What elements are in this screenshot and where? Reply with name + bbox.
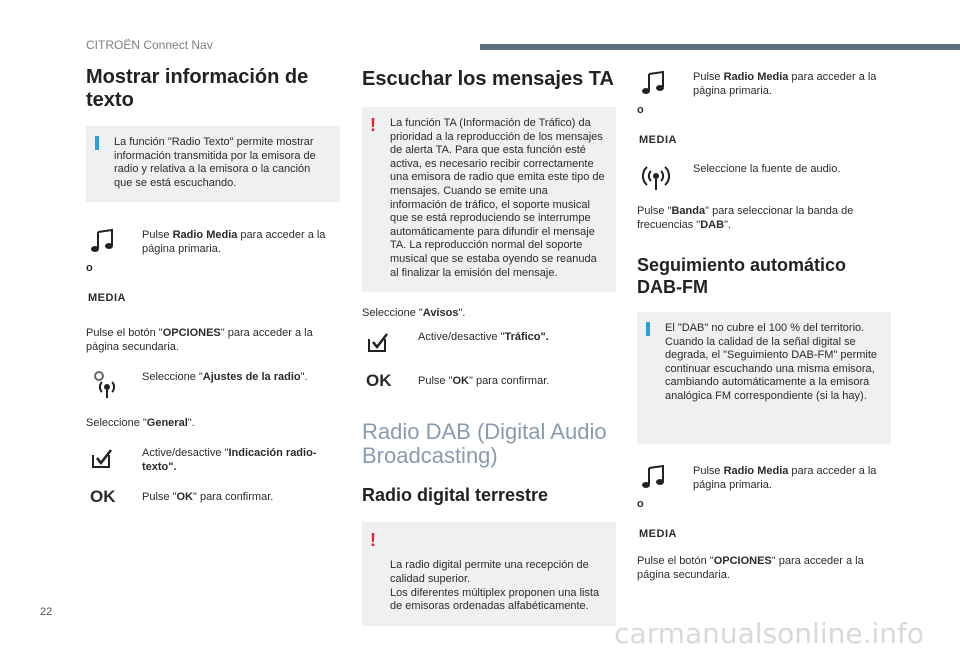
step-select-source [637,162,891,192]
step-text-bold: OK [176,491,193,503]
music-note-icon [641,464,667,494]
step-toggle-traffic [362,330,616,360]
paragraph-avisos [362,306,616,320]
step-radio-media [637,70,891,100]
paragraph-general [86,416,340,430]
text: " para acceder a la página secundaria. [86,327,313,353]
text: " para seleccionar la banda de frecuencias " [637,205,854,231]
media-button-label: MEDIA [88,292,126,304]
note-text: La radio digital permite una recepción de calidad superior. Los diferentes múltiplex proponen una lista de emisoras ordenadas alfabéticamente. [390,559,600,613]
step-text: para acceder a la página primaria. [142,229,326,255]
text: Seleccione " [86,417,147,429]
step-text-bold: Tráfico". [504,331,549,344]
paragraph-options [86,326,340,354]
text: ". [458,307,466,320]
step-text: Seleccione " [142,371,203,383]
text-bold: DAB [700,219,725,231]
info-note [637,312,891,444]
text: ". [187,417,195,429]
or-label: o [637,498,644,510]
text: Pulse el botón " [637,555,714,567]
checkbox-icon [90,446,114,474]
section-title-ta: Escuchar los mensajes TA [362,68,614,90]
step-text: para acceder a la página primaria. [693,465,877,491]
text-bold: OPCIONES [713,555,772,567]
radio-settings-icon [90,370,120,404]
paragraph-options [637,554,891,582]
checkbox-icon [366,330,390,358]
text: Pulse el botón " [86,327,163,339]
step-text: Pulse [693,465,724,477]
step-text: Active/desactive " [142,447,229,459]
note-text: La función TA (Información de Tráfico) da prioridad a la reproducción de los mensajes de alerta TA. Para que esta función esté activa, es necesario recibir correctamente una emisora de radio que emita este tipo de mensajes. Cuando se emite una información de tráfico, el soporte musical que se está reproduciendo se interrumpe automáticamente para difundir el mensaje TA. La reproducción normal del soporte musical que se estaba oyendo se reanuda al finalizar la emisión del mensaje. [390,117,605,279]
step-ok [362,371,616,404]
note-text: La función "Radio Texto" permite mostrar información transmitida por la emisora de radio y relativa a la emisora o la canción que se está escuchando. [114,136,316,189]
step-text: Pulse " [418,375,453,388]
ok-button-label: OK [366,371,392,391]
text: " para acceder a la página secundaria. [637,555,864,581]
ok-button-label: OK [90,487,116,506]
or-label: o [86,262,93,274]
step-text: para acceder a la página primaria. [693,71,877,97]
section-title-text-info: Mostrar información de texto [86,66,309,111]
warning-icon: ! [370,115,376,135]
or-label: o [637,104,644,116]
text-bold: Banda [671,205,706,217]
step-text: " para confirmar. [192,491,274,503]
section-title-dab: Radio DAB (Digital Audio Broadcasting) [362,419,607,469]
warning-note [362,522,616,626]
text-bold: General [146,417,188,429]
note-text: El "DAB" no cubre el 100 % del territorio. Cuando la calidad de la señal digital se degrada, el "Seguimiento DAB-FM" permite continuar escuchando una misma emisora, cambiando automáticamente a la emisora analógica FM correspondiente (si la hay). [665,322,878,402]
warning-note [362,107,616,292]
step-text: ". [300,371,308,383]
section-title-dab-fm: Seguimiento automático DAB-FM [637,255,847,297]
page-number: 22 [40,606,53,618]
column-1 [86,66,340,520]
column-2 [362,66,616,626]
header-bar [480,44,960,50]
text-bold: Avisos [422,307,459,320]
info-note [86,126,340,202]
music-note-icon [90,228,116,258]
step-radio-media [86,228,340,258]
warning-icon: ! [370,530,376,551]
watermark: carmanualsonline.info [614,617,924,650]
media-button-label: MEDIA [639,528,677,540]
step-text-bold: Radio Media [723,465,789,477]
text: Seleccione " [362,307,423,320]
text: ". [724,219,732,231]
step-radio-settings [86,370,340,400]
step-text: Pulse [142,229,173,241]
step-text: Seleccione la fuente de audio. [693,163,841,175]
media-button-label: MEDIA [639,134,677,146]
info-icon [646,322,650,336]
text-bold: OPCIONES [162,327,221,339]
step-text: Pulse " [142,491,177,503]
step-text: Active/desactive " [418,331,505,344]
step-toggle-radiotext [86,446,340,476]
step-text: " para confirmar. [468,375,550,388]
step-radio-media [637,464,891,494]
step-ok [86,487,340,520]
music-note-icon [641,70,667,100]
step-text-bold: Radio Media [172,229,238,241]
subsection-title-digital: Radio digital terrestre [362,485,549,506]
step-text-bold: Indicación radio-texto". [142,447,317,473]
radio-signal-icon [641,162,671,196]
step-text: Pulse [693,71,724,83]
text: Pulse " [637,205,672,217]
paragraph-band [637,204,891,232]
step-text-bold: Radio Media [723,71,789,83]
header-title: CITROËN Connect Nav [86,38,213,52]
info-icon [95,136,99,150]
step-text-bold: OK [452,375,469,388]
column-3 [637,66,891,582]
step-text-bold: Ajustes de la radio [202,371,301,383]
